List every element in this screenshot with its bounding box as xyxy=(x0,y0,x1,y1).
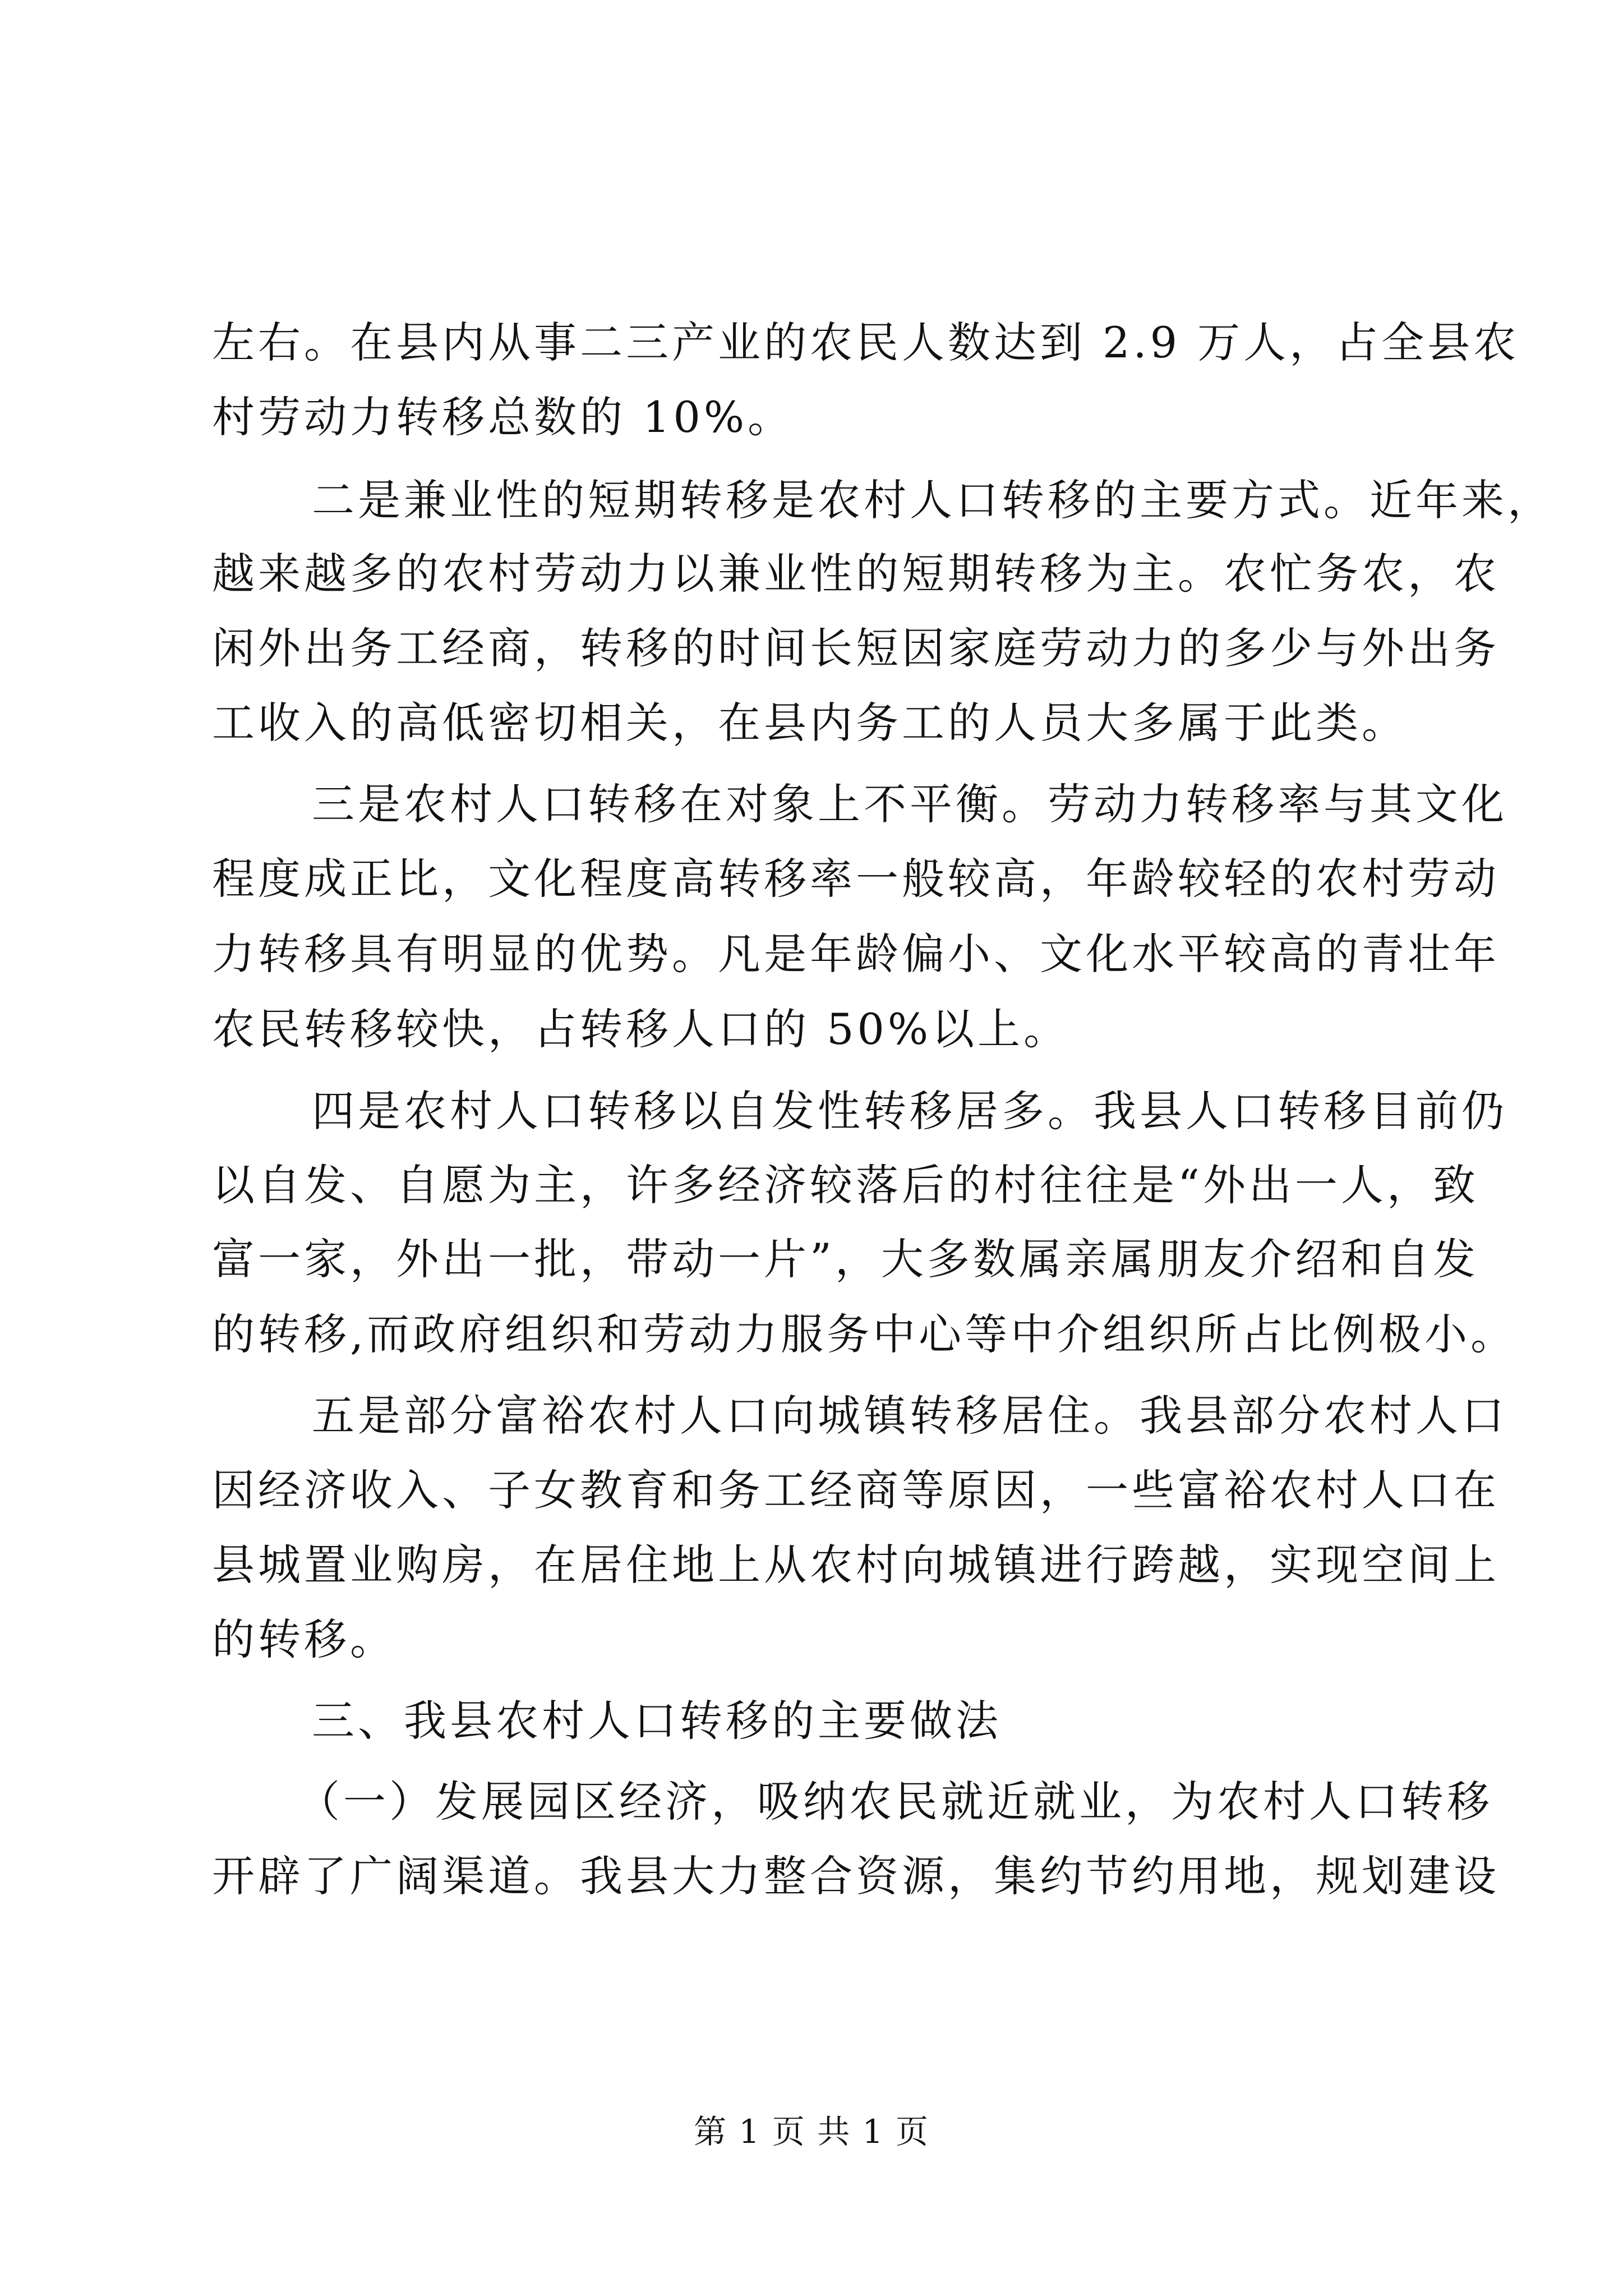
text-line: 三是农村人口转移在对象上不平衡。劳动力转移率与其文化 xyxy=(312,779,1507,829)
text-line: 程度成正比，文化程度高转移率一般较高，年龄较轻的农村劳动 xyxy=(212,854,1500,904)
text-line: 开辟了广阔渠道。我县大力整合资源，集约节约用地，规划建设 xyxy=(212,1851,1500,1901)
text-line: 越来越多的农村劳动力以兼业性的短期转移为主。农忙务农，农 xyxy=(212,549,1500,599)
text-line: 的转移。 xyxy=(212,1614,396,1664)
text-line: 工收入的高低密切相关，在县内务工的人员大多属于此类。 xyxy=(212,698,1408,748)
page-footer: 第 1 页 共 1 页 xyxy=(694,2113,929,2151)
text-line: 因经济收入、子女教育和务工经商等原因，一些富裕农村人口在 xyxy=(212,1465,1500,1515)
text-line: 五是部分富裕农村人口向城镇转移居住。我县部分农村人口 xyxy=(312,1391,1507,1441)
section-heading: 三、我县农村人口转移的主要做法 xyxy=(312,1696,1002,1746)
text-line: 二是兼业性的短期转移是农村人口转移的主要方式。近年来， xyxy=(312,475,1553,525)
text-line: 力转移具有明显的优势。凡是年龄偏小、文化水平较高的青壮年 xyxy=(212,929,1500,979)
text-line: 的转移,而政府组织和劳动力服务中心等中介组织所占比例极小。 xyxy=(212,1309,1517,1359)
text-line: 四是农村人口转移以自发性转移居多。我县人口转移目前仍 xyxy=(312,1086,1507,1136)
text-line: 农民转移较快，占转移人口的 50%以上。 xyxy=(212,1004,1070,1054)
text-line: （一）发展园区经济，吸纳农民就近就业，为农村人口转移 xyxy=(297,1777,1493,1826)
text-line: 左右。在县内从事二三产业的农民人数达到 2.9 万人，占全县农 xyxy=(212,318,1520,367)
text-line: 以自发、自愿为主，许多经济较落后的村往往是“外出一人，致 xyxy=(212,1160,1479,1210)
text-line: 富一家，外出一批，带动一片”，大多数属亲属朋友介绍和自发 xyxy=(212,1234,1479,1284)
text-line: 闲外出务工经商，转移的时间长短因家庭劳动力的多少与外出务 xyxy=(212,623,1500,673)
text-line: 县城置业购房，在居住地上从农村向城镇进行跨越，实现空间上 xyxy=(212,1540,1500,1590)
text-line: 村劳动力转移总数的 10%。 xyxy=(212,392,794,442)
